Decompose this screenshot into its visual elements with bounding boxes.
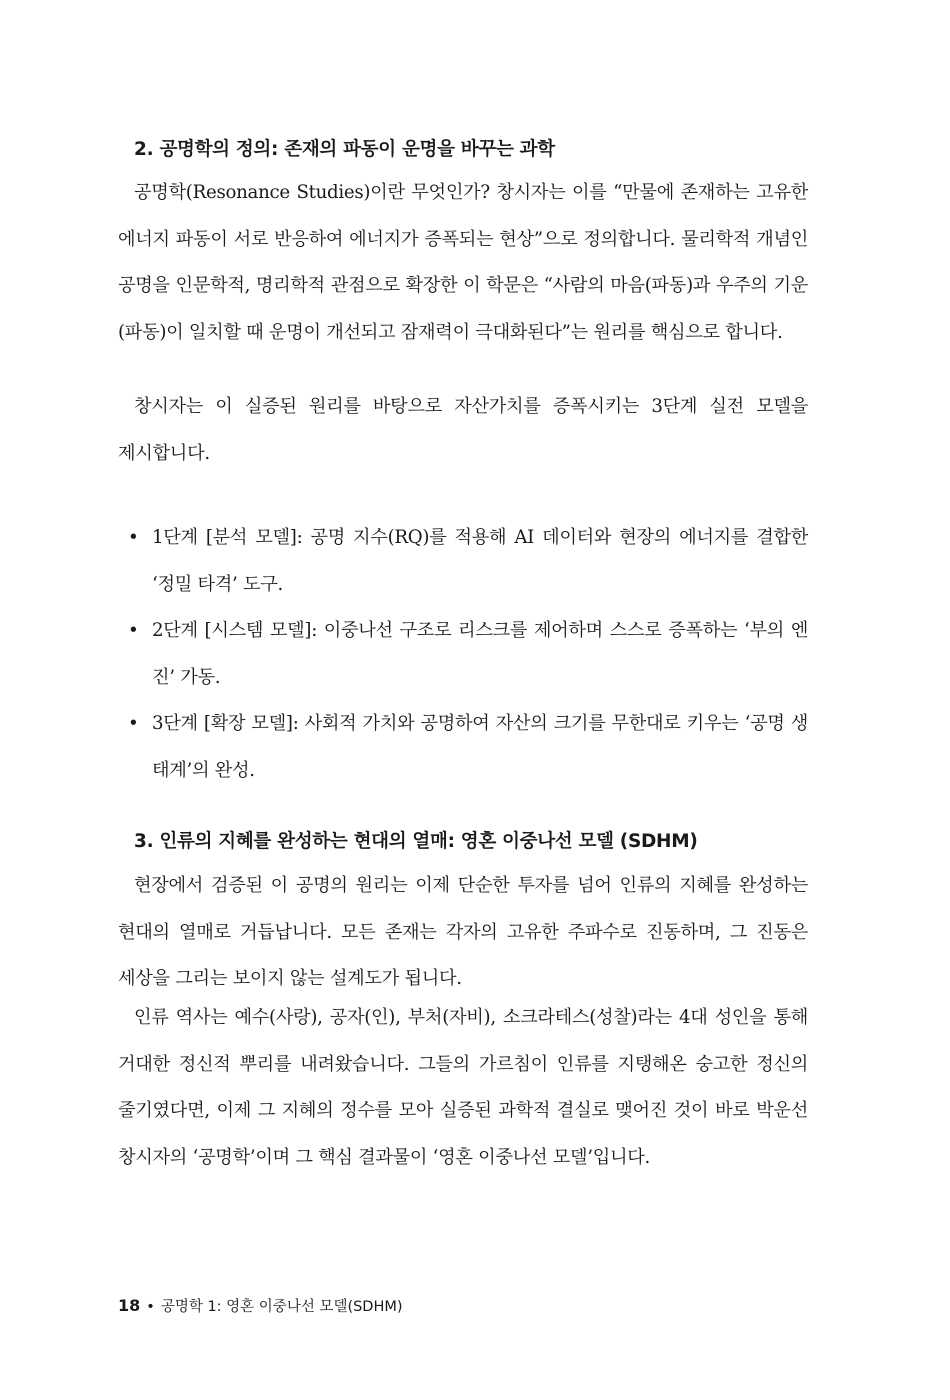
list-item-text: 3단계 [확장 모델]: 사회적 가치와 공명하여 자산의 크기를 무한대로 키우는 ‘공명 생태계’의 완성. xyxy=(152,713,808,781)
section-2-heading: 2. 공명학의 정의: 존재의 파동이 운명을 바꾸는 과학 xyxy=(134,139,555,160)
section-2-paragraph-1: 공명학(Resonance Studies)이란 무엇인가? 창시자는 이를 “만물에 존재하는 고유한 에너지 파동이 서로 반응하여 에너지가 증폭되는 현상”으로 정의합니다. 물리학적 개념인 공명을 인문학적, 명리학적 관점으로 확장한 이 학문은 “사람의 마음(파동)과 우주의 기운(파동)이 일치할 때 운명이 개선되고 잠재력이 극대화된다”는 원리를 핵심으로 합니다. xyxy=(118,182,808,343)
section-3-paragraph-2: 인류 역사는 예수(사랑), 공자(인), 부처(자비), 소크라테스(성찰)라는 4대 성인을 통해 거대한 정신적 뿌리를 내려왔습니다. 그들의 가르침이 인류를 지탱해온 숭고한 정신의 줄기였다면, 이제 그 지혜의 정수를 모아 실증된 과학적 결실로 맺어진 것이 바로 박운선 창시자의 ‘공명학’이며 그 핵심 결과물이 ‘영혼 이중나선 모델’입니다. xyxy=(118,1007,808,1168)
page-footer xyxy=(118,1296,403,1317)
bullet-marker: • xyxy=(128,713,139,734)
bullet-marker: • xyxy=(128,527,139,548)
list-item xyxy=(118,608,808,701)
section-2-paragraph-2: 창시자는 이 실증된 원리를 바탕으로 자산가치를 증폭시키는 3단계 실전 모델을 제시합니다. xyxy=(118,396,808,464)
section-3-heading: 3. 인류의 지혜를 완성하는 현대의 열매: 영혼 이중나선 모델 (SDHM) xyxy=(134,831,698,852)
list-item-text: 2단계 [시스템 모델]: 이중나선 구조로 리스크를 제어하며 스스로 증폭하는 ‘부의 엔진’ 가동. xyxy=(152,620,808,688)
list-item xyxy=(118,515,808,608)
list-item xyxy=(118,701,808,794)
book-title: 공명학 1: 영혼 이중나선 모델(SDHM) xyxy=(160,1299,403,1315)
bullet-marker: • xyxy=(128,620,139,641)
footer-separator: • xyxy=(146,1299,155,1315)
section-3-paragraph-1: 현장에서 검증된 이 공명의 원리는 이제 단순한 투자를 넘어 인류의 지혜를 완성하는 현대의 열매로 거듭납니다. 모든 존재는 각자의 고유한 주파수로 진동하며, 그 진동은 세상을 그리는 보이지 않는 설계도가 됩니다. xyxy=(118,875,808,989)
model-steps-list xyxy=(118,515,808,794)
page-number: 18 xyxy=(118,1296,141,1315)
list-item-text: 1단계 [분석 모델]: 공명 지수(RQ)를 적용해 AI 데이터와 현장의 에너지를 결합한 ‘정밀 타격’ 도구. xyxy=(152,527,808,595)
